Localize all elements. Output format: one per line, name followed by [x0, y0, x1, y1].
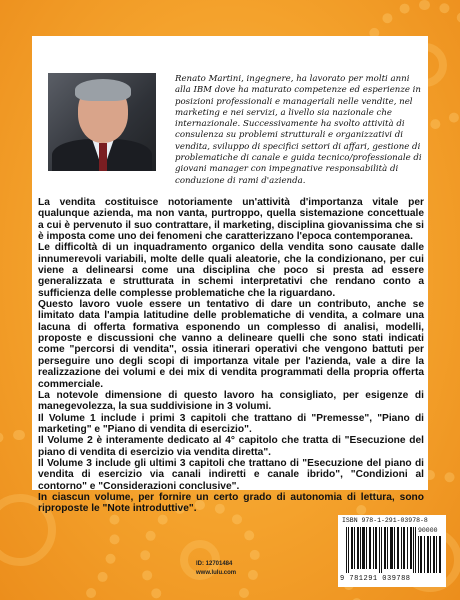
description-paragraph: Le difficoltà di un inquadramento organico della vendita sono causate dalle innumerevoli variabili, molte delle quali aleatorie, che la condizionano, per cui viene a delinearsi come una disciplina che poco si presta ad essere generalizzata e strutturata in schemi interpretativi che rendano conto a sufficienza delle complesse problematiche che la riguardano.	[38, 242, 424, 299]
author-photo	[48, 73, 156, 171]
isbn-label: ISBN 978-1-291-03978-8	[342, 517, 428, 524]
barcode-digits: 9 781291 039788	[340, 575, 411, 583]
gear-decoration-icon	[140, 500, 260, 600]
author-bio: Renato Martini, ingegnere, ha lavorato per molti anni alla IBM dove ha maturato competenze ed esperienze in posizioni professionali e manageriali nelle vendite, nel marketing e nei servizi, a livello sia nazionale che internazionale. Successivamente ha svolto attività di consulenza su problemi strutturali e organizzativi di vendita, sviluppo di specifici settori di affari, gestione di problematiche di canale e guida tecnico/professionale di giovani manager con impegnative responsabilità di conduzione di rami d'azienda.	[175, 74, 422, 186]
isbn-barcode	[338, 515, 446, 587]
barcode-bars-icon	[346, 527, 416, 573]
description-paragraph: La vendita costituisce notoriamente un'attività d'importanza vitale per qualunque azienda, ma non vanta, purtroppo, quella sistemazione concettuale a cui è pervenuto il suo contrattare, il marketing, disciplina giovanissima che si è imposta come uno dei fenomeni che caratterizzano l'epoca contemporanea.	[38, 197, 424, 243]
book-description	[38, 197, 424, 515]
description-paragraph: In ciascun volume, per fornire un certo grado di autonomia di lettura, sono riproposte le "Note introduttive".	[38, 491, 424, 515]
description-paragraph: Questo lavoro vuole essere un tentativo di dare un contributo, anche se limitato data l'ampia latitudine delle problematiche di vendita, a colmare una lacuna di offerta formativa esponendo un complesso di analisi, modelli, proposte e discussioni che vanno a delineare quelli che sono stati indicati come "percorsi di vendita", ossia itinerari operativi che vengono battuti per perseguire uno degli scopi di importanza vitale per l'azienda, vale a dire la realizzazione dei volumi e dei mix di vendita programmati della propria offerta commerciale.	[38, 299, 424, 390]
description-paragraph: Il Volume 1 include i primi 3 capitoli che trattano di "Premesse", "Piano di marketing" e "Piano di vendita di esercizio".	[38, 412, 424, 435]
description-paragraph: Il Volume 2 è interamente dedicato al 4° capitolo che tratta di "Esecuzione del piano di vendita di esercizio via vendita diretta".	[38, 435, 424, 458]
price-code: 90000	[418, 527, 438, 534]
price-barcode-icon	[418, 536, 442, 573]
description-paragraph: Il Volume 3 include gli ultimi 3 capitoli che trattano di "Esecuzione del piano di vendita di esercizio via canali indiretti e canale ibrido", "Condizioni al contorno" e "Considerazioni conclusive".	[38, 457, 424, 492]
description-paragraph: La notevole dimensione di questo lavoro ha consigliato, per esigenze di manegevolezza, la sua suddivisione in 3 volumi.	[38, 389, 424, 413]
publisher-url: www.lulu.com	[196, 570, 237, 576]
publisher-id: ID: 12701484	[196, 561, 233, 567]
